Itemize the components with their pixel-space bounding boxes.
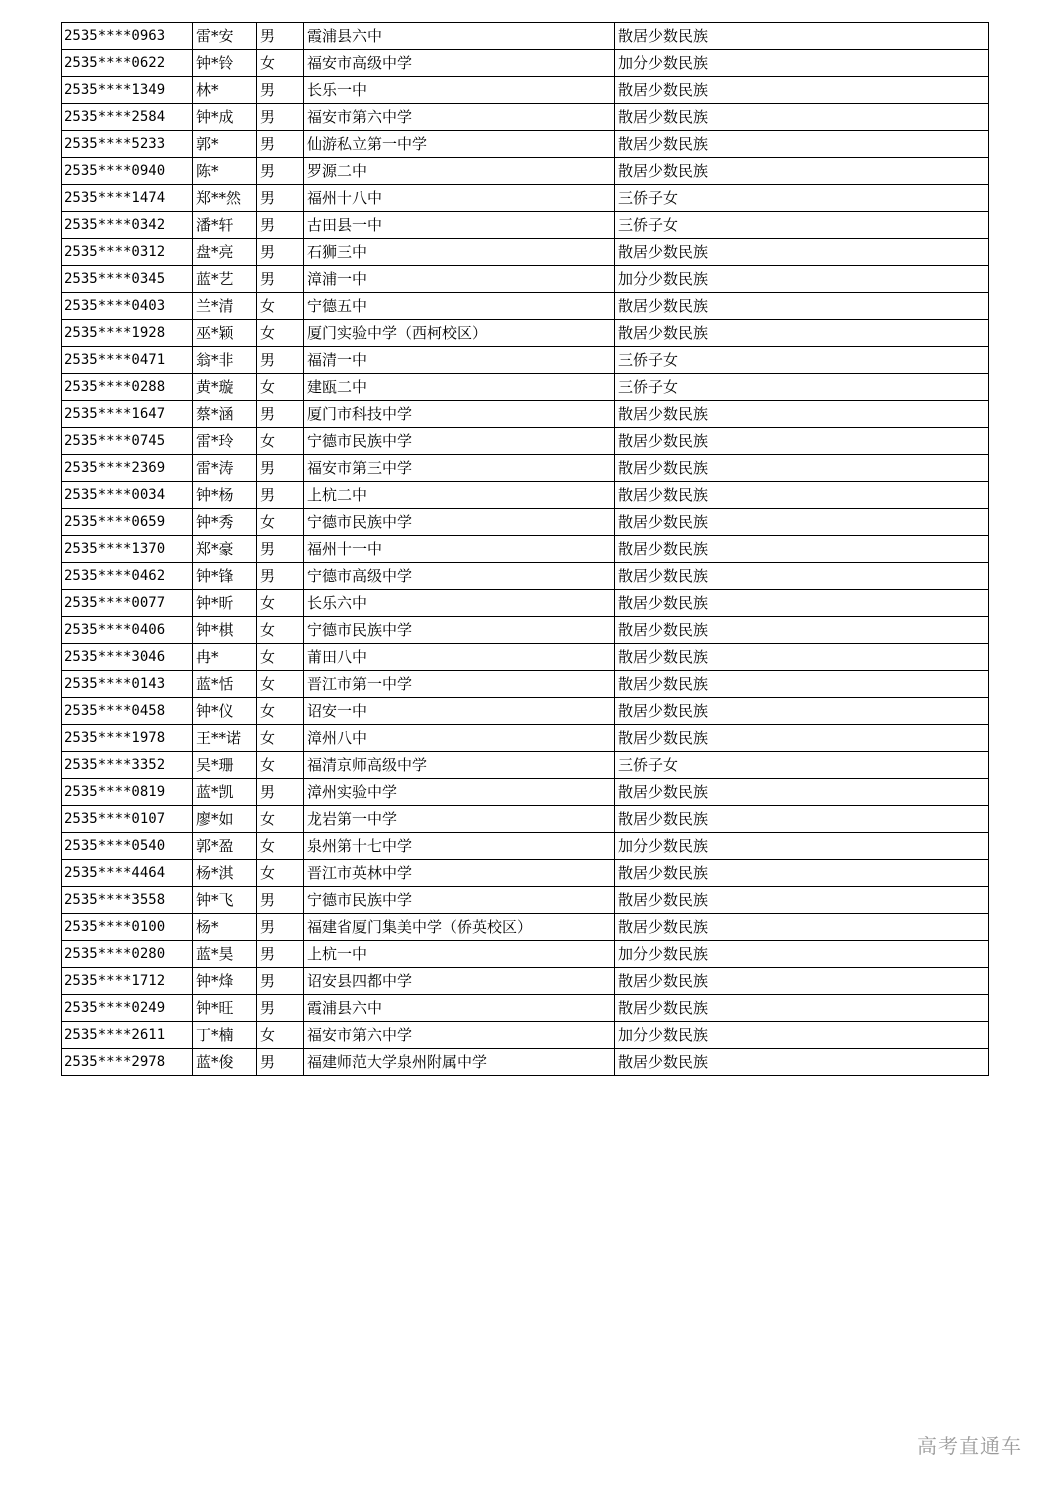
category-cell: 三侨子女 <box>615 347 989 374</box>
student-id-cell: 2535****0249 <box>62 995 193 1022</box>
category-cell: 散居少数民族 <box>615 590 989 617</box>
category-cell: 散居少数民族 <box>615 1049 989 1076</box>
gender-cell: 女 <box>257 374 304 401</box>
school-cell: 福安市第三中学 <box>304 455 615 482</box>
table-row <box>62 536 989 563</box>
category-cell: 散居少数民族 <box>615 644 989 671</box>
student-id-cell: 2535****0819 <box>62 779 193 806</box>
school-cell: 福安市第六中学 <box>304 1022 615 1049</box>
student-name-cell: 雷*涛 <box>193 455 257 482</box>
table-row <box>62 644 989 671</box>
gender-cell: 男 <box>257 131 304 158</box>
category-cell: 散居少数民族 <box>615 563 989 590</box>
school-cell: 长乐六中 <box>304 590 615 617</box>
gender-cell: 女 <box>257 698 304 725</box>
school-cell: 宁德市民族中学 <box>304 509 615 536</box>
student-id-cell: 2535****0403 <box>62 293 193 320</box>
gender-cell: 男 <box>257 266 304 293</box>
student-name-cell: 丁*楠 <box>193 1022 257 1049</box>
school-cell: 莆田八中 <box>304 644 615 671</box>
school-cell: 福清一中 <box>304 347 615 374</box>
student-id-cell: 2535****2584 <box>62 104 193 131</box>
table-row <box>62 698 989 725</box>
gender-cell: 男 <box>257 563 304 590</box>
table-row <box>62 455 989 482</box>
gender-cell: 女 <box>257 293 304 320</box>
category-cell: 散居少数民族 <box>615 320 989 347</box>
school-cell: 仙游私立第一中学 <box>304 131 615 158</box>
student-name-cell: 蓝*凯 <box>193 779 257 806</box>
gender-cell: 女 <box>257 806 304 833</box>
school-cell: 福清京师高级中学 <box>304 752 615 779</box>
school-cell: 建瓯二中 <box>304 374 615 401</box>
school-cell: 上杭一中 <box>304 941 615 968</box>
category-cell: 散居少数民族 <box>615 239 989 266</box>
table-row <box>62 212 989 239</box>
student-id-cell: 2535****0312 <box>62 239 193 266</box>
table-row <box>62 401 989 428</box>
student-name-cell: 钟*铃 <box>193 50 257 77</box>
school-cell: 霞浦县六中 <box>304 995 615 1022</box>
school-cell: 古田县一中 <box>304 212 615 239</box>
category-cell: 三侨子女 <box>615 212 989 239</box>
gender-cell: 女 <box>257 644 304 671</box>
student-name-cell: 林* <box>193 77 257 104</box>
gender-cell: 女 <box>257 320 304 347</box>
student-name-cell: 翁*非 <box>193 347 257 374</box>
gender-cell: 女 <box>257 860 304 887</box>
student-name-cell: 钟*昕 <box>193 590 257 617</box>
gender-cell: 女 <box>257 725 304 752</box>
school-cell: 长乐一中 <box>304 77 615 104</box>
category-cell: 散居少数民族 <box>615 158 989 185</box>
table-row <box>62 293 989 320</box>
category-cell: 散居少数民族 <box>615 536 989 563</box>
student-id-cell: 2535****3046 <box>62 644 193 671</box>
table-row <box>62 50 989 77</box>
student-id-cell: 2535****0458 <box>62 698 193 725</box>
gender-cell: 男 <box>257 1049 304 1076</box>
gender-cell: 男 <box>257 779 304 806</box>
category-cell: 三侨子女 <box>615 185 989 212</box>
table-row <box>62 752 989 779</box>
table-row <box>62 995 989 1022</box>
school-cell: 罗源二中 <box>304 158 615 185</box>
student-name-cell: 蔡*涵 <box>193 401 257 428</box>
table-row <box>62 860 989 887</box>
student-id-cell: 2535****3352 <box>62 752 193 779</box>
gender-cell: 男 <box>257 212 304 239</box>
school-cell: 诏安一中 <box>304 698 615 725</box>
category-cell: 散居少数民族 <box>615 455 989 482</box>
student-id-cell: 2535****2611 <box>62 1022 193 1049</box>
table-row <box>62 671 989 698</box>
school-cell: 宁德市民族中学 <box>304 887 615 914</box>
table-row <box>62 887 989 914</box>
student-id-cell: 2535****1349 <box>62 77 193 104</box>
category-cell: 散居少数民族 <box>615 887 989 914</box>
school-cell: 上杭二中 <box>304 482 615 509</box>
gender-cell: 女 <box>257 428 304 455</box>
school-cell: 宁德市民族中学 <box>304 428 615 455</box>
school-cell: 石狮三中 <box>304 239 615 266</box>
category-cell: 加分少数民族 <box>615 941 989 968</box>
table-row <box>62 185 989 212</box>
school-cell: 福建师范大学泉州附属中学 <box>304 1049 615 1076</box>
school-cell: 福州十一中 <box>304 536 615 563</box>
category-cell: 散居少数民族 <box>615 104 989 131</box>
school-cell: 厦门市科技中学 <box>304 401 615 428</box>
student-id-cell: 2535****0107 <box>62 806 193 833</box>
student-name-cell: 黄*璇 <box>193 374 257 401</box>
category-cell: 散居少数民族 <box>615 482 989 509</box>
category-cell: 散居少数民族 <box>615 995 989 1022</box>
student-id-cell: 2535****0100 <box>62 914 193 941</box>
student-id-cell: 2535****0540 <box>62 833 193 860</box>
category-cell: 散居少数民族 <box>615 698 989 725</box>
table-row <box>62 428 989 455</box>
student-id-cell: 2535****0462 <box>62 563 193 590</box>
student-name-cell: 冉* <box>193 644 257 671</box>
watermark-text: 高考直通车 <box>917 1434 1022 1458</box>
category-cell: 散居少数民族 <box>615 293 989 320</box>
student-name-cell: 蓝*俊 <box>193 1049 257 1076</box>
student-id-cell: 2535****0471 <box>62 347 193 374</box>
student-name-cell: 郑*豪 <box>193 536 257 563</box>
student-id-cell: 2535****0622 <box>62 50 193 77</box>
student-id-cell: 2535****0288 <box>62 374 193 401</box>
table-row <box>62 158 989 185</box>
gender-cell: 女 <box>257 671 304 698</box>
school-cell: 厦门实验中学（西柯校区） <box>304 320 615 347</box>
student-id-cell: 2535****2369 <box>62 455 193 482</box>
table-row <box>62 1049 989 1076</box>
table-row <box>62 914 989 941</box>
student-name-cell: 钟*仪 <box>193 698 257 725</box>
school-cell: 福安市第六中学 <box>304 104 615 131</box>
school-cell: 晋江市第一中学 <box>304 671 615 698</box>
school-cell: 泉州第十七中学 <box>304 833 615 860</box>
student-id-cell: 2535****0342 <box>62 212 193 239</box>
gender-cell: 男 <box>257 104 304 131</box>
roster-table <box>61 22 989 1076</box>
gender-cell: 女 <box>257 752 304 779</box>
school-cell: 福州十八中 <box>304 185 615 212</box>
student-id-cell: 2535****3558 <box>62 887 193 914</box>
table-row <box>62 617 989 644</box>
student-id-cell: 2535****0280 <box>62 941 193 968</box>
school-cell: 宁德五中 <box>304 293 615 320</box>
gender-cell: 女 <box>257 590 304 617</box>
table-row <box>62 509 989 536</box>
category-cell: 散居少数民族 <box>615 23 989 50</box>
gender-cell: 男 <box>257 239 304 266</box>
category-cell: 散居少数民族 <box>615 617 989 644</box>
student-name-cell: 郑**然 <box>193 185 257 212</box>
school-cell: 诏安县四都中学 <box>304 968 615 995</box>
table-row <box>62 833 989 860</box>
student-name-cell: 蓝*昊 <box>193 941 257 968</box>
student-name-cell: 盘*亮 <box>193 239 257 266</box>
school-cell: 福安市高级中学 <box>304 50 615 77</box>
student-name-cell: 钟*飞 <box>193 887 257 914</box>
gender-cell: 男 <box>257 968 304 995</box>
gender-cell: 男 <box>257 482 304 509</box>
gender-cell: 女 <box>257 509 304 536</box>
gender-cell: 男 <box>257 23 304 50</box>
student-name-cell: 钟*锋 <box>193 563 257 590</box>
school-cell: 福建省厦门集美中学（侨英校区） <box>304 914 615 941</box>
gender-cell: 男 <box>257 347 304 374</box>
student-id-cell: 2535****1647 <box>62 401 193 428</box>
school-cell: 漳州八中 <box>304 725 615 752</box>
table-row <box>62 779 989 806</box>
table-row <box>62 266 989 293</box>
gender-cell: 男 <box>257 401 304 428</box>
student-id-cell: 2535****1928 <box>62 320 193 347</box>
category-cell: 散居少数民族 <box>615 779 989 806</box>
student-id-cell: 2535****4464 <box>62 860 193 887</box>
category-cell: 散居少数民族 <box>615 968 989 995</box>
student-name-cell: 钟*杨 <box>193 482 257 509</box>
student-name-cell: 钟*秀 <box>193 509 257 536</box>
gender-cell: 男 <box>257 914 304 941</box>
student-name-cell: 钟*烽 <box>193 968 257 995</box>
category-cell: 散居少数民族 <box>615 428 989 455</box>
table-row <box>62 725 989 752</box>
category-cell: 散居少数民族 <box>615 77 989 104</box>
student-id-cell: 2535****1978 <box>62 725 193 752</box>
student-name-cell: 陈* <box>193 158 257 185</box>
table-row <box>62 590 989 617</box>
table-row <box>62 1022 989 1049</box>
student-id-cell: 2535****0659 <box>62 509 193 536</box>
category-cell: 加分少数民族 <box>615 50 989 77</box>
student-id-cell: 2535****0406 <box>62 617 193 644</box>
student-name-cell: 钟*棋 <box>193 617 257 644</box>
school-cell: 霞浦县六中 <box>304 23 615 50</box>
student-id-cell: 2535****0940 <box>62 158 193 185</box>
student-name-cell: 雷*玲 <box>193 428 257 455</box>
gender-cell: 男 <box>257 941 304 968</box>
student-id-cell: 2535****0034 <box>62 482 193 509</box>
category-cell: 加分少数民族 <box>615 266 989 293</box>
school-cell: 宁德市高级中学 <box>304 563 615 590</box>
category-cell: 加分少数民族 <box>615 1022 989 1049</box>
student-name-cell: 杨* <box>193 914 257 941</box>
category-cell: 散居少数民族 <box>615 806 989 833</box>
table-row <box>62 131 989 158</box>
student-id-cell: 2535****5233 <box>62 131 193 158</box>
school-cell: 龙岩第一中学 <box>304 806 615 833</box>
student-id-cell: 2535****2978 <box>62 1049 193 1076</box>
gender-cell: 男 <box>257 455 304 482</box>
student-id-cell: 2535****0345 <box>62 266 193 293</box>
student-name-cell: 钟*成 <box>193 104 257 131</box>
category-cell: 散居少数民族 <box>615 860 989 887</box>
school-cell: 宁德市民族中学 <box>304 617 615 644</box>
student-name-cell: 潘*轩 <box>193 212 257 239</box>
table-row <box>62 563 989 590</box>
category-cell: 散居少数民族 <box>615 131 989 158</box>
gender-cell: 女 <box>257 50 304 77</box>
student-name-cell: 郭*盈 <box>193 833 257 860</box>
table-row <box>62 104 989 131</box>
table-row <box>62 941 989 968</box>
student-name-cell: 郭* <box>193 131 257 158</box>
student-name-cell: 王**诺 <box>193 725 257 752</box>
category-cell: 散居少数民族 <box>615 725 989 752</box>
category-cell: 散居少数民族 <box>615 914 989 941</box>
student-name-cell: 钟*旺 <box>193 995 257 1022</box>
gender-cell: 男 <box>257 536 304 563</box>
student-id-cell: 2535****0077 <box>62 590 193 617</box>
gender-cell: 女 <box>257 833 304 860</box>
gender-cell: 男 <box>257 77 304 104</box>
table-row <box>62 806 989 833</box>
student-id-cell: 2535****0745 <box>62 428 193 455</box>
roster-body <box>62 23 989 1076</box>
gender-cell: 男 <box>257 185 304 212</box>
table-row <box>62 347 989 374</box>
table-row <box>62 77 989 104</box>
category-cell: 加分少数民族 <box>615 833 989 860</box>
school-cell: 晋江市英林中学 <box>304 860 615 887</box>
category-cell: 三侨子女 <box>615 374 989 401</box>
student-name-cell: 蓝*艺 <box>193 266 257 293</box>
student-id-cell: 2535****1474 <box>62 185 193 212</box>
gender-cell: 男 <box>257 158 304 185</box>
table-row <box>62 482 989 509</box>
category-cell: 散居少数民族 <box>615 671 989 698</box>
student-name-cell: 雷*安 <box>193 23 257 50</box>
table-row <box>62 374 989 401</box>
gender-cell: 男 <box>257 887 304 914</box>
table-row <box>62 320 989 347</box>
category-cell: 散居少数民族 <box>615 509 989 536</box>
student-name-cell: 吴*珊 <box>193 752 257 779</box>
table-row <box>62 239 989 266</box>
student-id-cell: 2535****0143 <box>62 671 193 698</box>
category-cell: 三侨子女 <box>615 752 989 779</box>
student-name-cell: 兰*清 <box>193 293 257 320</box>
student-id-cell: 2535****1712 <box>62 968 193 995</box>
category-cell: 散居少数民族 <box>615 401 989 428</box>
student-id-cell: 2535****1370 <box>62 536 193 563</box>
student-name-cell: 蓝*恬 <box>193 671 257 698</box>
table-row <box>62 23 989 50</box>
gender-cell: 男 <box>257 995 304 1022</box>
school-cell: 漳州实验中学 <box>304 779 615 806</box>
table-row <box>62 968 989 995</box>
gender-cell: 女 <box>257 1022 304 1049</box>
student-name-cell: 巫*颖 <box>193 320 257 347</box>
school-cell: 漳浦一中 <box>304 266 615 293</box>
student-name-cell: 杨*淇 <box>193 860 257 887</box>
student-id-cell: 2535****0963 <box>62 23 193 50</box>
gender-cell: 女 <box>257 617 304 644</box>
student-name-cell: 廖*如 <box>193 806 257 833</box>
